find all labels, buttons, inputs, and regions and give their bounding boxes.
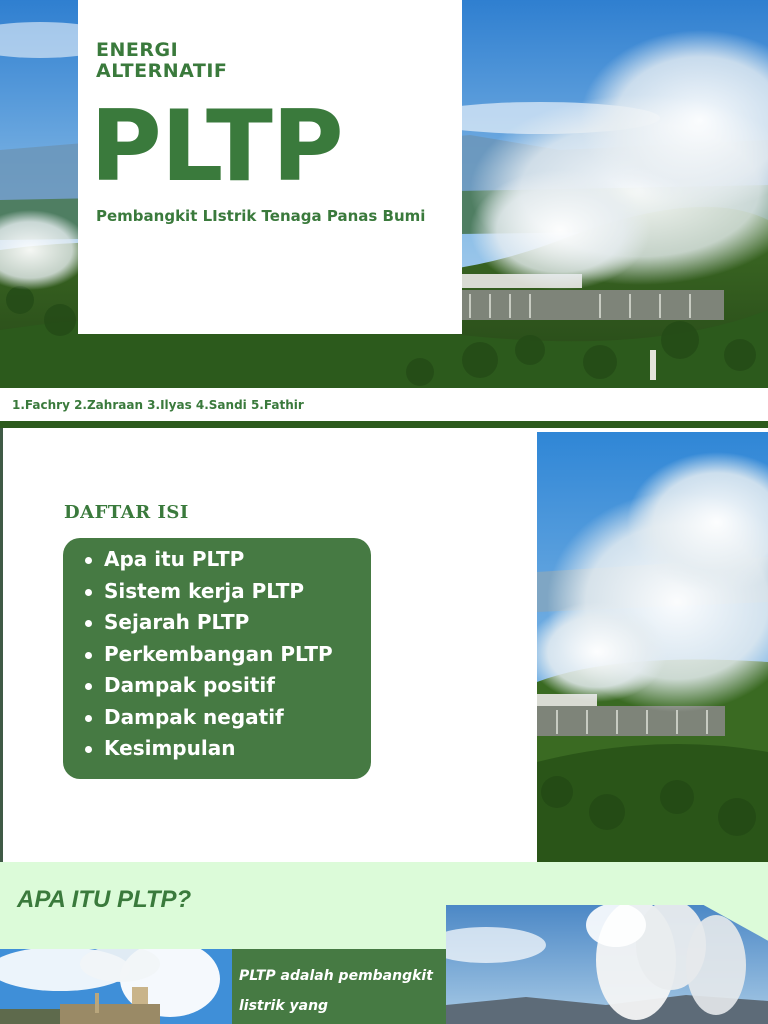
cover-slide — [0, 0, 768, 428]
geothermal-steam-vents-photo — [446, 905, 768, 1024]
geothermal-plant-photo — [0, 949, 232, 1024]
intro-heading: APA ITU PLTP? — [17, 886, 192, 913]
toc-item: Dampak negatif — [81, 702, 371, 734]
slide-edge-strip — [0, 428, 3, 862]
toc-list — [81, 544, 371, 765]
toc-item: Perkembangan PLTP — [81, 639, 371, 671]
intro-text-box — [232, 949, 446, 1024]
members-list: 1.Fachry 2.Zahraan 3.Ilyas 4.Sandi 5.Fathir — [12, 398, 304, 412]
geothermal-steam-photo — [537, 432, 768, 862]
toc-item: Dampak positif — [81, 670, 371, 702]
toc-item: Sistem kerja PLTP — [81, 576, 371, 608]
toc-item: Sejarah PLTP — [81, 607, 371, 639]
cover-subtitle: Pembangkit LIstrik Tenaga Panas Bumi — [96, 207, 426, 225]
cover-kicker: ENERGI ALTERNATIF — [96, 39, 228, 82]
members-bar — [0, 388, 768, 421]
toc-box — [63, 538, 371, 779]
table-of-contents-slide — [0, 428, 768, 862]
toc-item: Kesimpulan — [81, 733, 371, 765]
toc-item: Apa itu PLTP — [81, 544, 371, 576]
intro-slide — [0, 862, 768, 1024]
cover-title: PLTP — [90, 90, 343, 204]
toc-heading: DAFTAR ISI — [64, 502, 189, 523]
intro-text: PLTP adalah pembangkit listrik yang — [239, 968, 433, 1014]
